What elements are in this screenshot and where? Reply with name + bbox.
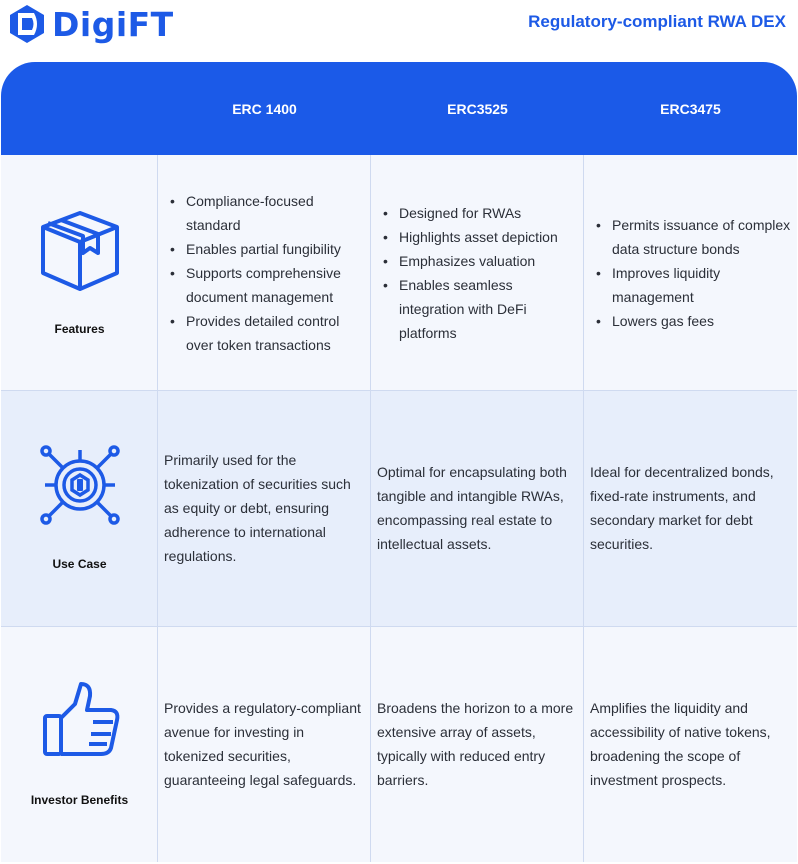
list-item: • Permits issuance of complex data structure bonds — [612, 213, 791, 261]
column-divider — [370, 155, 371, 862]
use-case-erc3475-cell: Ideal for decentralized bonds, fixed-rate instruments, and secondary market for debt securities. — [590, 464, 774, 552]
investor-benefits-erc3475-cell: Amplifies the liquidity and accessibility of native tokens, broadening the scope of investment prospects. — [590, 700, 771, 788]
row-label-use-case: Use Case — [52, 557, 107, 571]
column-header-erc1400: ERC 1400 — [232, 100, 297, 117]
row-label-cell — [1, 155, 158, 390]
digift-logo-mark-icon — [6, 3, 48, 45]
row-label-investor-benefits: Investor Benefits — [30, 793, 129, 807]
list-item: • Provides detailed control over token transactions — [186, 309, 365, 357]
table-row-features — [1, 155, 797, 390]
box-icon — [35, 205, 125, 295]
list-item: • Emphasizes valuation — [399, 249, 578, 273]
list-item: • Lowers gas fees — [612, 309, 791, 333]
investor-benefits-erc1400-cell: Provides a regulatory-compliant avenue for investing in tokenized securities, guaranteeing legal safeguards. — [164, 700, 361, 788]
list-item: • Compliance-focused standard — [186, 189, 365, 237]
row-divider — [1, 626, 797, 627]
column-divider — [583, 155, 584, 862]
features-erc3525-cell — [371, 155, 584, 390]
digift-logo[interactable] — [6, 2, 174, 46]
row-label-cell — [1, 390, 158, 626]
investor-benefits-erc3525-cell: Broadens the horizon to a more extensive array of assets, typically with reduced entry barriers. — [377, 700, 574, 788]
list-item: • Supports comprehensive document management — [186, 261, 365, 309]
features-erc3475-cell — [584, 155, 797, 390]
row-label-cell — [1, 626, 158, 862]
list-item: • Enables partial fungibility — [186, 237, 365, 261]
features-erc3525-list — [377, 201, 578, 345]
row-label-features: Features — [54, 321, 105, 336]
thumbs-up-icon — [35, 676, 125, 766]
column-header-erc3525: ERC3525 — [447, 100, 508, 117]
features-erc1400-cell — [158, 155, 371, 390]
list-item: • Improves liquidity management — [612, 261, 791, 309]
list-item: • Highlights asset depiction — [399, 225, 578, 249]
column-header-erc3475: ERC3475 — [660, 100, 721, 117]
table-row-investor-benefits — [1, 626, 797, 862]
column-divider — [157, 155, 158, 862]
circuit-chip-icon — [35, 440, 125, 530]
features-erc3475-list — [590, 213, 791, 333]
page-tagline: Regulatory-compliant RWA DEX — [528, 12, 786, 31]
list-item: • Designed for RWAs — [399, 201, 578, 225]
table-header — [1, 62, 797, 155]
row-divider — [1, 390, 797, 391]
list-item: • Enables seamless integration with DeFi platforms — [399, 273, 578, 345]
brand-name: DigiFT — [52, 4, 174, 44]
use-case-erc3525-cell: Optimal for encapsulating both tangible and intangible RWAs, encompassing real estate to intellectual assets. — [377, 464, 567, 552]
use-case-erc1400-cell: Primarily used for the tokenization of securities such as equity or debt, ensuring adherence to international regulations. — [164, 452, 351, 564]
features-erc1400-list — [164, 189, 365, 357]
comparison-table — [1, 62, 797, 862]
table-row-use-case — [1, 390, 797, 626]
